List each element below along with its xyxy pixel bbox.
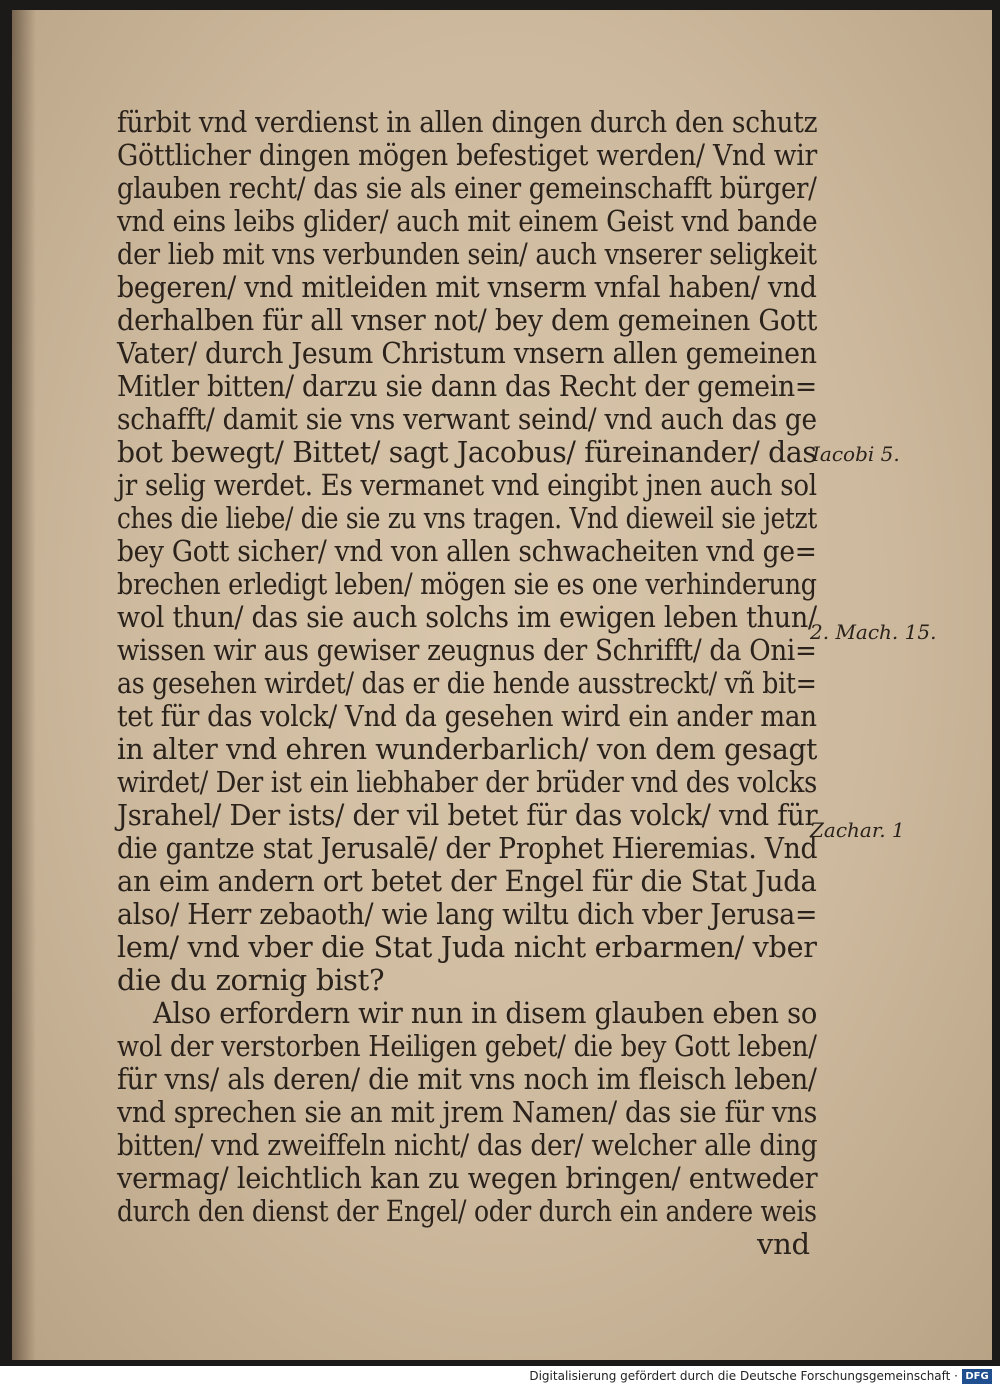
text-line: lem/ vnd vber die Stat Juda nicht erbarmen/ vber [117,930,817,964]
margin-note: Zachar. 1 [810,818,905,842]
text-line: Vater/ durch Jesum Christum vnsern allen gemeinen [117,336,817,370]
text-line: schafft/ damit sie vns verwant seind/ vnd auch das ge [117,402,817,436]
text-line: also/ Herr zebaoth/ wie lang wiltu dich vber Jerusa= [117,897,818,931]
text-line: ches die liebe/ die sie zu vns tragen. Vnd dieweil sie jetzt [117,501,818,535]
text-line: an eim andern ort betet der Engel für die Stat Juda [117,864,817,898]
text-line: wol der verstorben Heiligen gebet/ die bey Gott leben/ [117,1029,817,1063]
text-line: vnd sprechen sie an mit jrem Namen/ das sie für vns [117,1095,818,1129]
text-line: derhalben für all vnser not/ bey dem gemeinen Gott [117,303,818,337]
text-line: in alter vnd ehren wunderbarlich/ von dem gesagt [117,732,818,766]
margin-note: Iacobi 5. [812,442,900,466]
text-line-indented: Also erfordern wir nun in disem glauben eben so [153,996,817,1030]
text-line: fürbit vnd verdienst in allen dingen durch den schutz [117,105,818,139]
text-line: begeren/ vnd mitleiden mit vnserm vnfal haben/ vnd [117,270,817,304]
text-line: Mitler bitten/ darzu sie dann das Recht der gemein= [117,369,817,403]
text-line: as gesehen wirdet/ das er die hende ausstreckt/ vñ bit= [117,666,817,700]
text-line: Göttlicher dingen mögen befestiget werden/ Vnd wir [117,138,817,172]
catchword: vnd [757,1227,810,1261]
text-line: vermag/ leichtlich kan zu wegen bringen/ entweder [117,1161,818,1195]
text-line: bitten/ vnd zweiffeln nicht/ das der/ welcher alle ding [117,1128,818,1162]
text-line: wol thun/ das sie auch solchs im ewigen leben thun/ [117,600,817,634]
text-line: glauben recht/ das sie als einer gemeinschafft bürger/ [117,171,817,205]
text-line: wirdet/ Der ist ein liebhaber der brüder vnd des volcks [117,765,817,799]
dfg-logo-icon: DFG [962,1369,992,1384]
text-line: wissen wir aus gewiser zeugnus der Schrifft/ da Oni= [117,633,817,667]
text-line: die du zornig bist? [117,963,385,997]
page-edge-shadow [12,10,36,1360]
text-line: für vns/ als deren/ die mit vns noch im fleisch leben/ [117,1062,817,1096]
text-line: der lieb mit vns verbunden sein/ auch vnserer seligkeit [117,237,817,271]
footer-bar [0,1366,1000,1388]
text-line: durch den dienst der Engel/ oder durch ein andere weis [117,1194,817,1228]
margin-note: 2. Mach. 15. [810,620,937,644]
text-line: brechen erledigt leben/ mögen sie es one verhinderung [117,567,817,601]
text-line: jr selig werdet. Es vermanet vnd eingibt jnen auch sol [117,468,817,502]
text-line: bey Gott sicher/ vnd von allen schwacheiten vnd ge= [117,534,817,568]
text-line: vnd eins leibs glider/ auch mit einem Geist vnd bande [117,204,818,238]
text-line: bot bewegt/ Bittet/ sagt Jacobus/ füreinander/ das [117,435,817,469]
funding-credit: Digitalisierung gefördert durch die Deutsche Forschungsgemeinschaft · [529,1369,958,1383]
text-line: Jsrahel/ Der ists/ der vil betet für das volck/ vnd für [117,798,818,832]
text-line: die gantze stat Jerusalē/ der Prophet Hieremias. Vnd [117,831,818,865]
text-line: tet für das volck/ Vnd da gesehen wird ein ander man [117,699,817,733]
book-page [12,10,992,1360]
